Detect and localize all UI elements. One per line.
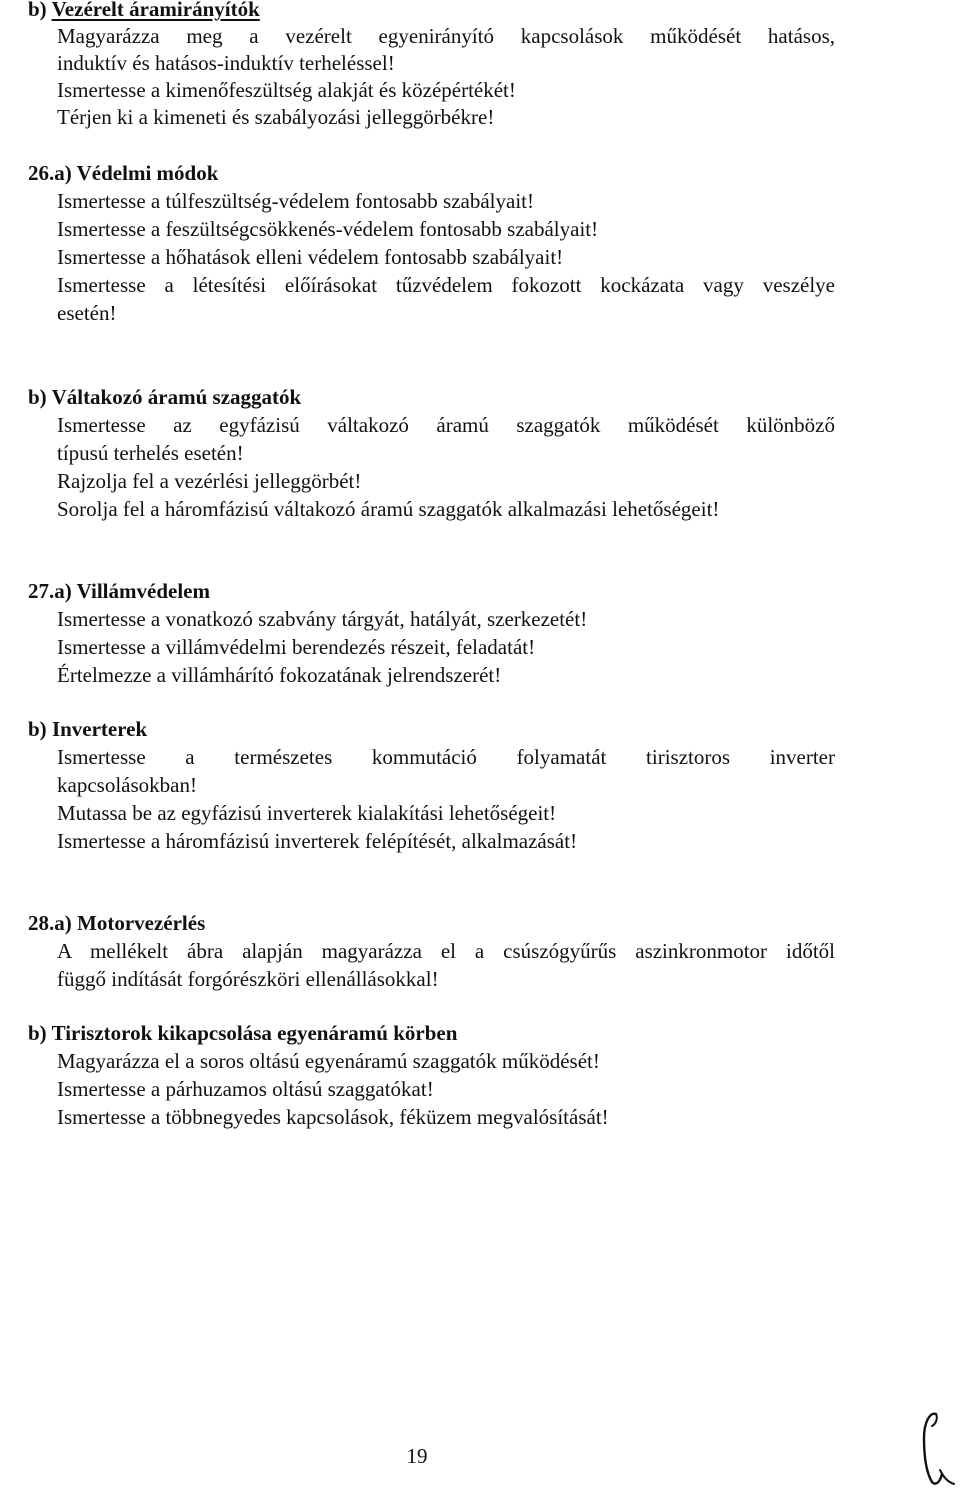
section-line: Ismertesse az egyfázisú váltakozó áramú szaggatók működését különböző: [57, 413, 835, 437]
section-line: Ismertesse a vonatkozó szabvány tárgyát, hatályát, szerkezetét!: [57, 607, 588, 631]
section-line: Ismertesse a hőhatások elleni védelem fontosabb szabályait!: [57, 245, 564, 269]
section-number: 27.: [28, 579, 55, 603]
section-line: függő indítását forgórészköri ellenállásokkal!: [57, 967, 439, 991]
section-line: induktív és hatásos-induktív terheléssel!: [57, 51, 395, 75]
section-line: Rajzolja fel a vezérlési jelleggörbét!: [57, 469, 362, 493]
section-heading: [28, 0, 260, 23]
section-line: Ismertesse a többnegyedes kapcsolások, féküzem megvalósítását!: [57, 1105, 609, 1129]
section-title: Inverterek: [51, 717, 148, 741]
signature-mark: [918, 1408, 958, 1488]
section-title: Villámvédelem: [76, 579, 210, 603]
section-line: Magyarázza meg a vezérelt egyenirányító kapcsolások működését hatásos,: [57, 24, 835, 48]
section-heading: [28, 160, 218, 187]
section-line: Sorolja fel a háromfázisú váltakozó áramú szaggatók alkalmazási lehetőségeit!: [57, 497, 720, 521]
section-number: 26.: [28, 161, 55, 185]
section-line: Ismertesse a túlfeszültség-védelem fontosabb szabályait!: [57, 189, 534, 213]
section-line: esetén!: [57, 301, 117, 325]
section-title: Váltakozó áramú szaggatók: [51, 385, 302, 409]
section-line: Ismertesse a feszültségcsökkenés-védelem fontosabb szabályait!: [57, 217, 599, 241]
section-heading: [28, 716, 147, 743]
section-letter: b): [28, 717, 47, 741]
section-line: Ismertesse a háromfázisú inverterek felépítését, alkalmazását!: [57, 829, 578, 853]
section-line: Magyarázza el a soros oltású egyenáramú szaggatók működését!: [57, 1049, 600, 1073]
section-heading: [28, 384, 301, 411]
page-number: 19: [406, 1444, 428, 1468]
section-line: Mutassa be az egyfázisú inverterek kialakítási lehetőségeit!: [57, 801, 557, 825]
section-letter: b): [28, 1021, 47, 1045]
section-letter: b): [28, 0, 47, 21]
section-letter: a): [54, 911, 72, 935]
section-title: Motorvezérlés: [77, 911, 206, 935]
section-line: Ismertesse a természetes kommutáció folyamatát tirisztoros inverter: [57, 745, 835, 769]
section-line: Ismertesse a kimenőfeszültség alakját és középértékét!: [57, 78, 516, 102]
section-line: A mellékelt ábra alapján magyarázza el a csúszógyűrűs aszinkronmotor időtől: [57, 939, 835, 963]
section-title: Tirisztorok kikapcsolása egyenáramú körben: [51, 1021, 458, 1045]
section-title: Vezérelt áramirányítók: [51, 0, 260, 21]
section-line: Ismertesse a létesítési előírásokat tűzvédelem fokozott kockázata vagy veszélye: [57, 273, 835, 297]
section-heading: [28, 1020, 457, 1047]
section-letter: a): [54, 161, 72, 185]
section-letter: b): [28, 385, 47, 409]
section-number: 28.: [28, 911, 55, 935]
section-heading: [28, 910, 205, 937]
section-title: Védelmi módok: [76, 161, 219, 185]
section-letter: a): [54, 579, 72, 603]
section-line: Ismertesse a párhuzamos oltású szaggatókat!: [57, 1077, 434, 1101]
section-line: kapcsolásokban!: [57, 773, 197, 797]
section-line: Térjen ki a kimeneti és szabályozási jelleggörbékre!: [57, 105, 495, 129]
section-line: Ismertesse a villámvédelmi berendezés részeit, feladatát!: [57, 635, 536, 659]
section-line: típusú terhelés esetén!: [57, 441, 244, 465]
section-heading: [28, 578, 210, 605]
section-line: Értelmezze a villámhárító fokozatának jelrendszerét!: [57, 663, 502, 687]
